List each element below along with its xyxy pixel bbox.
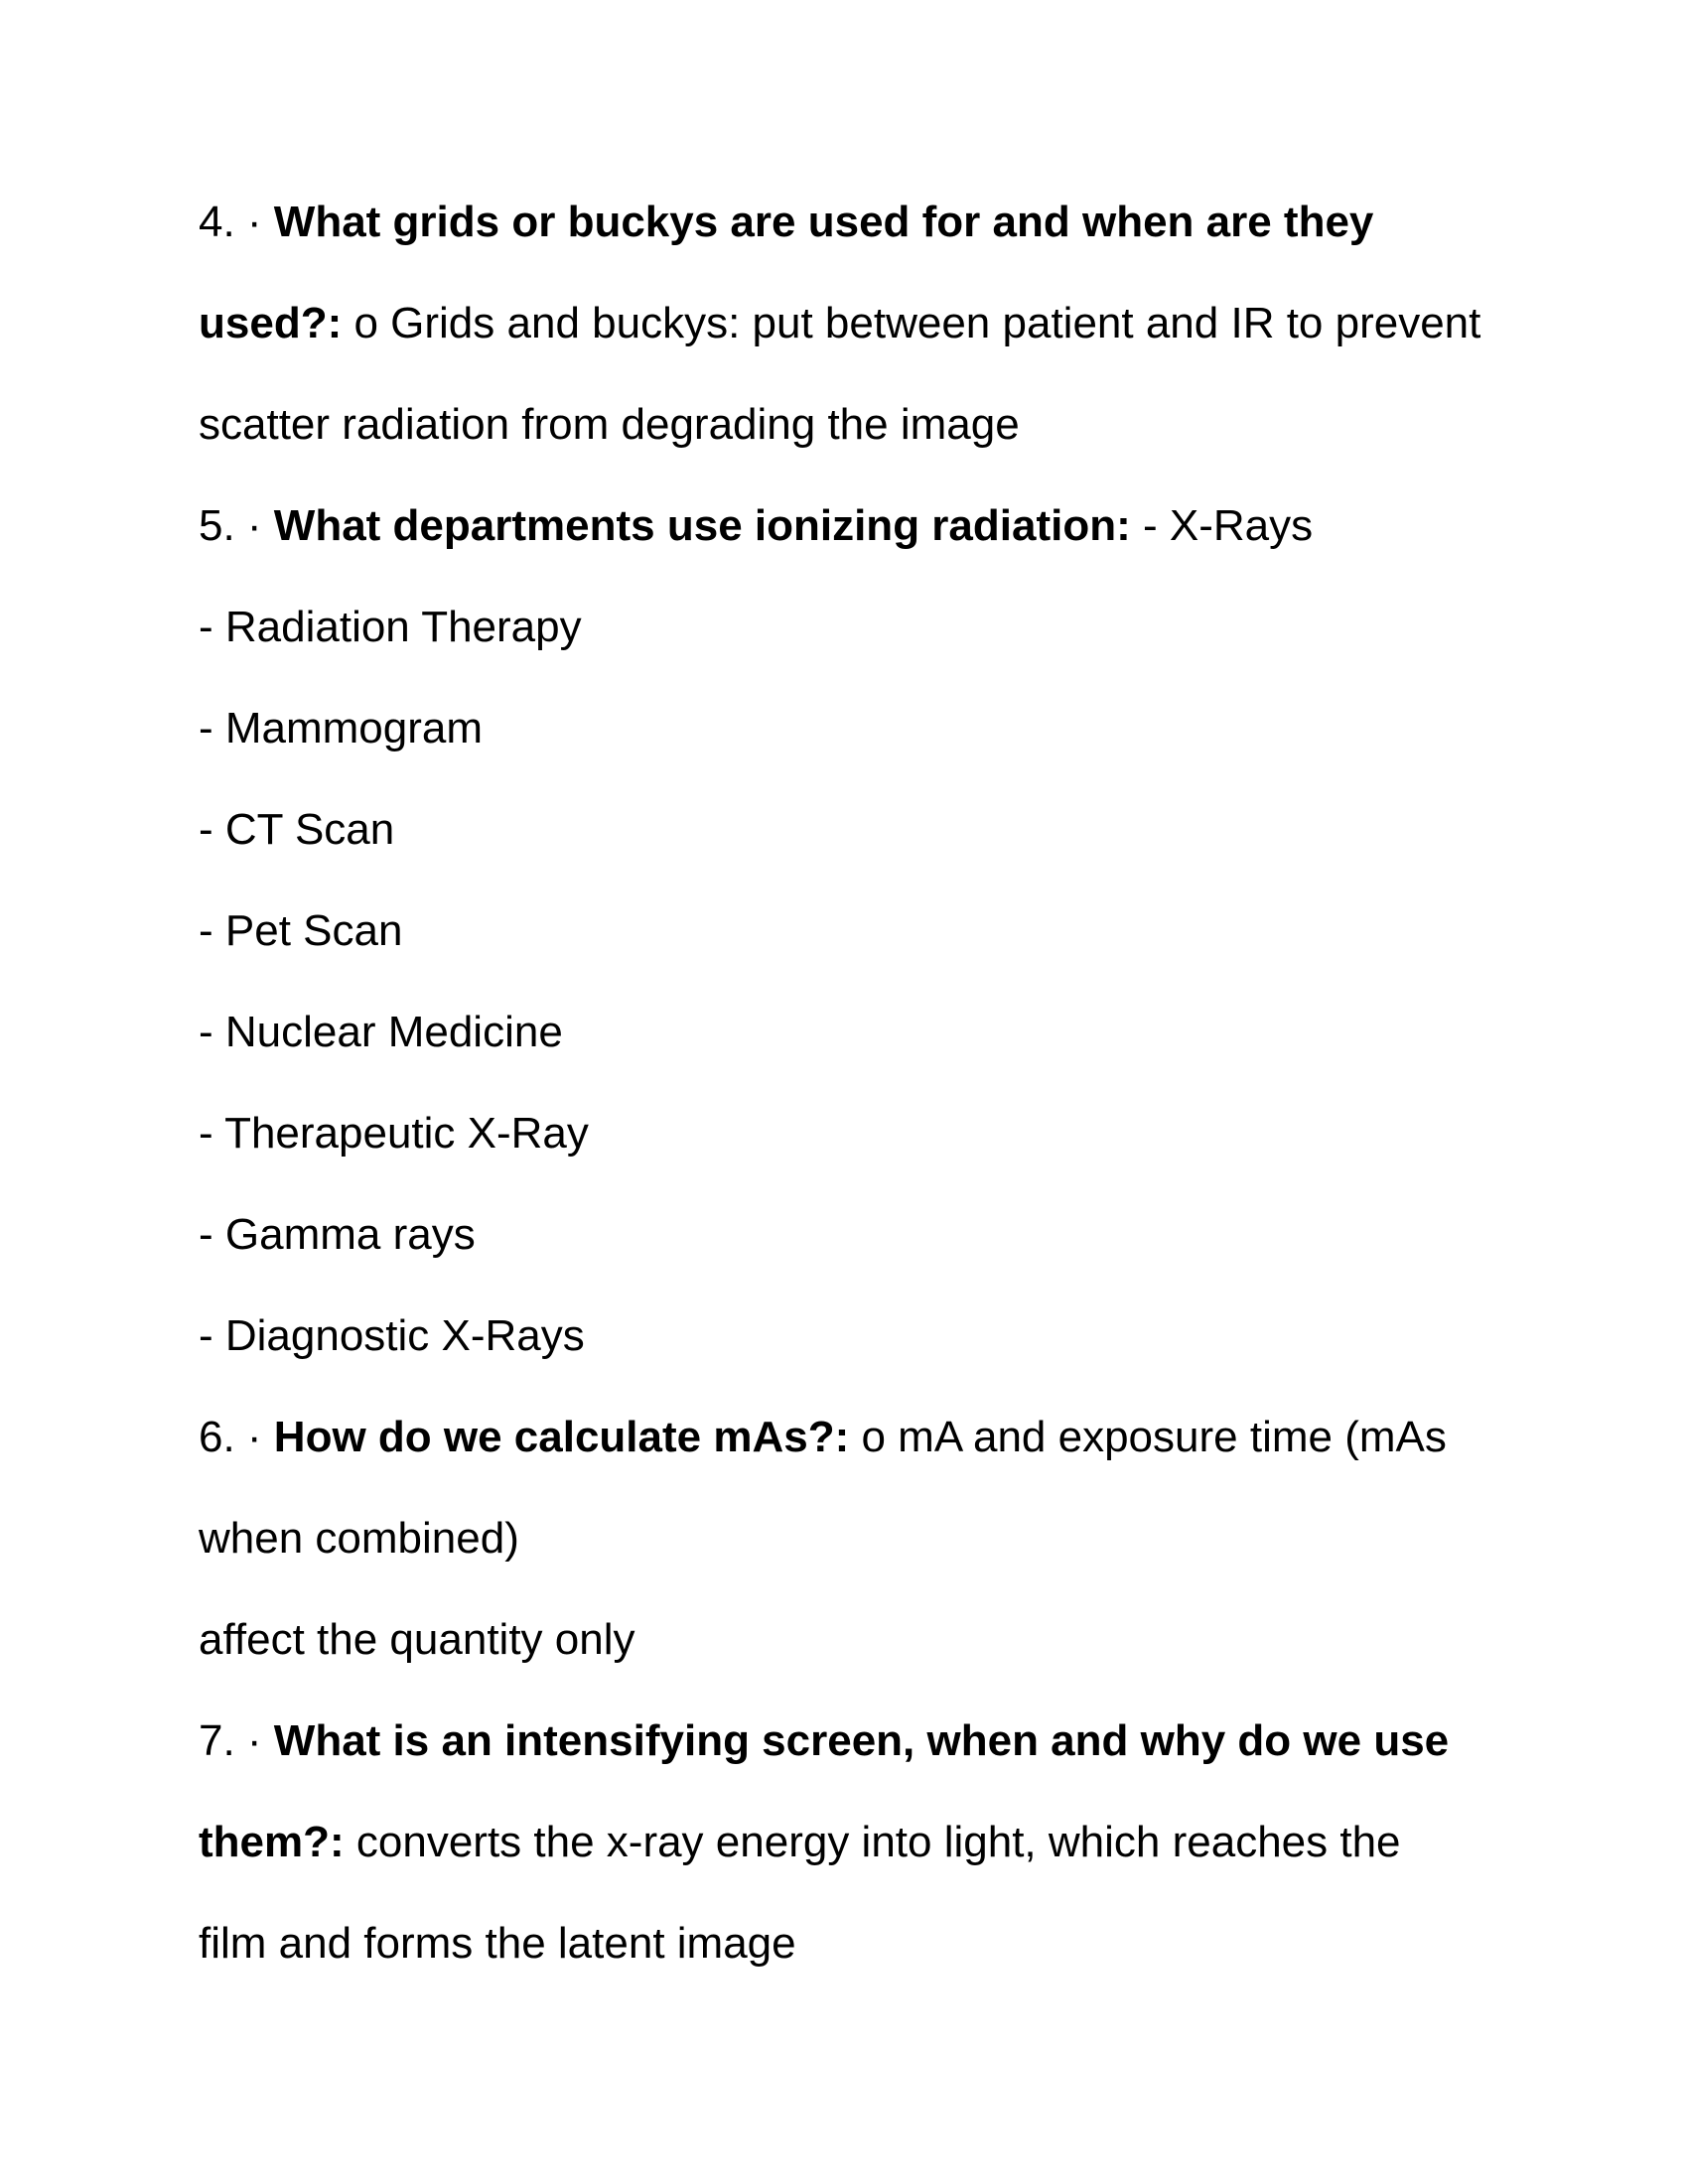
item-4-question-cont: used?:	[199, 299, 343, 347]
list-item: - Pet Scan	[199, 906, 403, 955]
item-7-line-2	[199, 1815, 1401, 1870]
item-6-line-2: when combined)	[199, 1514, 519, 1563]
item-6-question: How do we calculate mAs?:	[273, 1413, 850, 1461]
item-6-line-1	[199, 1410, 1447, 1465]
item-7-line-1	[199, 1713, 1449, 1769]
item-5-answer-first: - X-Rays	[1130, 501, 1314, 550]
list-item: - Diagnostic X-Rays	[199, 1311, 585, 1360]
item-7-question: What is an intensifying screen, when and why do we use	[273, 1716, 1450, 1765]
list-item: - Therapeutic X-Ray	[199, 1109, 589, 1158]
item-5-question: What departments use ionizing radiation:	[273, 501, 1131, 550]
list-item: - Radiation Therapy	[199, 603, 582, 651]
item-4-question: What grids or buckys are used for and when are they	[273, 198, 1374, 246]
list-item: - Gamma rays	[199, 1210, 476, 1259]
item-7-line-3: film and forms the latent image	[199, 1919, 796, 1968]
item-5-line-1	[199, 498, 1313, 554]
item-4-line-1	[199, 195, 1373, 250]
list-item: - CT Scan	[199, 805, 395, 854]
item-7-answer: converts the x-ray energy into light, which reaches the	[344, 1818, 1401, 1866]
item-6-answer: o mA and exposure time (mAs	[849, 1413, 1447, 1461]
list-item: - Nuclear Medicine	[199, 1008, 563, 1056]
item-6-line-3: affect the quantity only	[199, 1615, 635, 1664]
list-item: - Mammogram	[199, 704, 484, 752]
item-6-number: 6. ·	[199, 1413, 274, 1461]
item-4-answer: o Grids and buckys: put between patient and IR to prevent	[342, 299, 1481, 347]
item-7-question-cont: them?:	[199, 1818, 345, 1866]
item-5-number: 5. ·	[199, 501, 274, 550]
item-4-line-3	[199, 397, 1020, 453]
item-4-answer-cont: scatter radiation from degrading the image	[199, 400, 1020, 449]
item-7-number: 7. ·	[199, 1716, 274, 1765]
item-4-line-2	[199, 296, 1480, 351]
item-4-number: 4. ·	[199, 198, 274, 246]
